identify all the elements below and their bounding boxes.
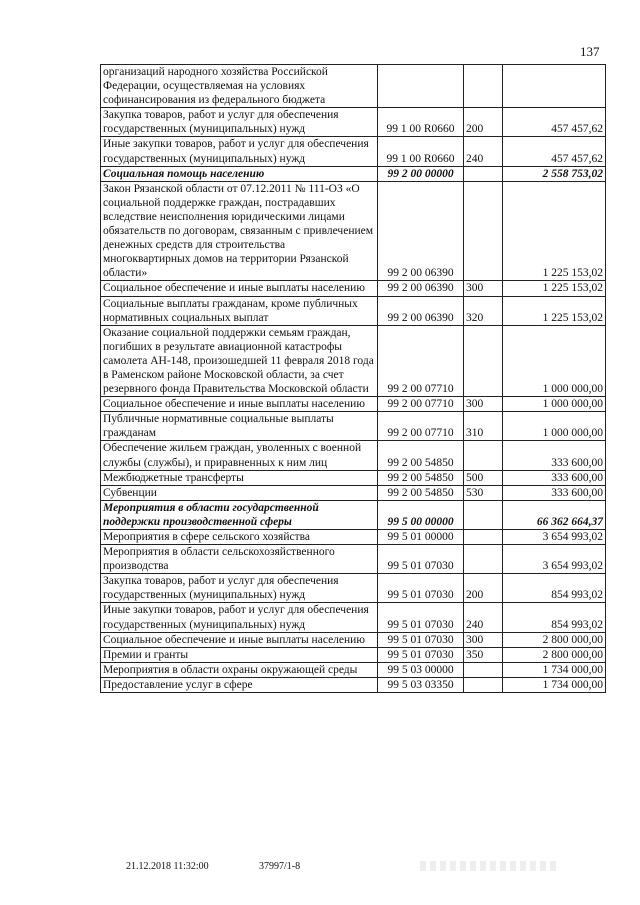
row-expense-type [464,166,503,181]
row-name: Мероприятия в области охраны окружающей среды [101,662,378,677]
row-amount: 333 600,00 [503,485,606,500]
row-name: организаций народного хозяйства Российской Федерации, осуществляемая на условиях софинансирования из федерального бюджета [101,65,378,108]
row-expense-type [464,500,503,529]
table-row [101,325,606,396]
row-code: 99 5 00 00000 [378,500,464,529]
row-amount: 1 000 000,00 [503,397,606,412]
row-amount: 3 654 993,02 [503,545,606,574]
row-name: Социальное обеспечение и иные выплаты населению [101,281,378,296]
row-expense-type: 300 [464,281,503,296]
table-row [101,166,606,181]
footer-date: 21.12.2018 11:32:00 [126,861,209,872]
row-code: 99 1 00 R0660 [378,137,464,166]
row-code [378,65,464,108]
row-name: Мероприятия в области государственной поддержки производственной сферы [101,500,378,529]
table-row [101,397,606,412]
table-row [101,412,606,441]
row-expense-type [464,181,503,281]
table-row [101,632,606,647]
row-name: Иные закупки товаров, работ и услуг для обеспечения государственных (муниципальных) нужд [101,137,378,166]
row-amount: 66 362 664,37 [503,500,606,529]
row-amount: 3 654 993,02 [503,530,606,545]
row-amount: 1 000 000,00 [503,412,606,441]
row-amount: 1 225 153,02 [503,296,606,325]
table-row [101,677,606,692]
table-row [101,470,606,485]
row-code: 99 2 00 54850 [378,485,464,500]
row-code: 99 5 03 03350 [378,677,464,692]
row-name: Премии и гранты [101,647,378,662]
row-name: Публичные нормативные социальные выплаты гражданам [101,412,378,441]
row-amount: 457 457,62 [503,108,606,137]
page-number: 137 [580,44,600,59]
row-amount: 457 457,62 [503,137,606,166]
row-expense-type: 240 [464,137,503,166]
row-code: 99 2 00 00000 [378,166,464,181]
table-row [101,647,606,662]
table-row [101,296,606,325]
row-code: 99 5 01 07030 [378,545,464,574]
row-expense-type: 350 [464,647,503,662]
row-code: 99 5 01 00000 [378,530,464,545]
row-amount: 854 993,02 [503,603,606,632]
row-name: Социальные выплаты гражданам, кроме публичных нормативных социальных выплат [101,296,378,325]
row-name: Межбюджетные трансферты [101,470,378,485]
row-name: Субвенции [101,485,378,500]
row-amount: 2 558 753,02 [503,166,606,181]
row-expense-type: 240 [464,603,503,632]
row-amount: 1 225 153,02 [503,181,606,281]
row-code: 99 5 01 07030 [378,574,464,603]
row-name: Социальная помощь населению [101,166,378,181]
row-expense-type: 300 [464,632,503,647]
row-name: Социальное обеспечение и иные выплаты населению [101,632,378,647]
row-code: 99 2 00 06390 [378,296,464,325]
table-row [101,485,606,500]
row-expense-type [464,530,503,545]
budget-table [100,64,606,693]
table-row [101,281,606,296]
row-expense-type: 300 [464,397,503,412]
row-amount: 1 000 000,00 [503,325,606,396]
row-expense-type: 310 [464,412,503,441]
row-name: Закупка товаров, работ и услуг для обеспечения государственных (муниципальных) нужд [101,574,378,603]
row-code: 99 2 00 06390 [378,281,464,296]
row-expense-type [464,677,503,692]
row-code: 99 5 01 07030 [378,603,464,632]
row-expense-type [464,545,503,574]
footer-doc-id: 37997/1-8 [259,861,301,872]
row-code: 99 2 00 07710 [378,412,464,441]
row-code: 99 1 00 R0660 [378,108,464,137]
table-row [101,662,606,677]
row-amount: 2 800 000,00 [503,647,606,662]
row-amount: 2 800 000,00 [503,632,606,647]
row-name: Предоставление услуг в сфере [101,677,378,692]
table-row [101,545,606,574]
row-name: Закон Рязанской области от 07.12.2011 № 111-ОЗ «О социальной поддержке граждан, пострадавших вследствие неисполнения юридическими лицами обязательств по договорам, связанным с привлечением денежных средств для строительства многоквартирных домов на территории Рязанской области» [101,181,378,281]
table-row [101,137,606,166]
table-row [101,500,606,529]
row-code: 99 5 01 07030 [378,647,464,662]
row-name: Обеспечение жильем граждан, уволенных с военной службы (службы), и приравненных к ним лиц [101,441,378,470]
row-name: Закупка товаров, работ и услуг для обеспечения государственных (муниципальных) нужд [101,108,378,137]
row-name: Мероприятия в области сельскохозяйственного производства [101,545,378,574]
row-name: Оказание социальной поддержки семьям граждан, погибших в результате авиационной катастрофы самолета АН-148, произошедшей 11 февраля 2018 года в Раменском районе Московской области, за счет резервного фонда Правительства Московской области [101,325,378,396]
row-code: 99 5 01 07030 [378,632,464,647]
row-code: 99 2 00 06390 [378,181,464,281]
row-amount: 1 734 000,00 [503,677,606,692]
row-code: 99 5 03 00000 [378,662,464,677]
row-amount: 333 600,00 [503,470,606,485]
table-row [101,181,606,281]
row-code: 99 2 00 07710 [378,325,464,396]
row-amount: 854 993,02 [503,574,606,603]
row-expense-type: 200 [464,108,503,137]
row-name: Социальное обеспечение и иные выплаты населению [101,397,378,412]
row-expense-type [464,65,503,108]
table-row [101,574,606,603]
row-code: 99 2 00 07710 [378,397,464,412]
table-row [101,108,606,137]
faded-stamp [420,861,560,871]
row-expense-type: 530 [464,485,503,500]
row-amount: 1 225 153,02 [503,281,606,296]
table-row [101,441,606,470]
row-expense-type: 200 [464,574,503,603]
row-expense-type [464,662,503,677]
row-expense-type [464,441,503,470]
row-amount [503,65,606,108]
row-code: 99 2 00 54850 [378,470,464,485]
row-expense-type: 320 [464,296,503,325]
row-code: 99 2 00 54850 [378,441,464,470]
table-row [101,65,606,108]
row-amount: 1 734 000,00 [503,662,606,677]
row-name: Иные закупки товаров, работ и услуг для обеспечения государственных (муниципальных) нужд [101,603,378,632]
budget-table-body [101,65,606,693]
row-amount: 333 600,00 [503,441,606,470]
row-expense-type: 500 [464,470,503,485]
row-name: Мероприятия в сфере сельского хозяйства [101,530,378,545]
row-expense-type [464,325,503,396]
table-row [101,603,606,632]
table-row [101,530,606,545]
